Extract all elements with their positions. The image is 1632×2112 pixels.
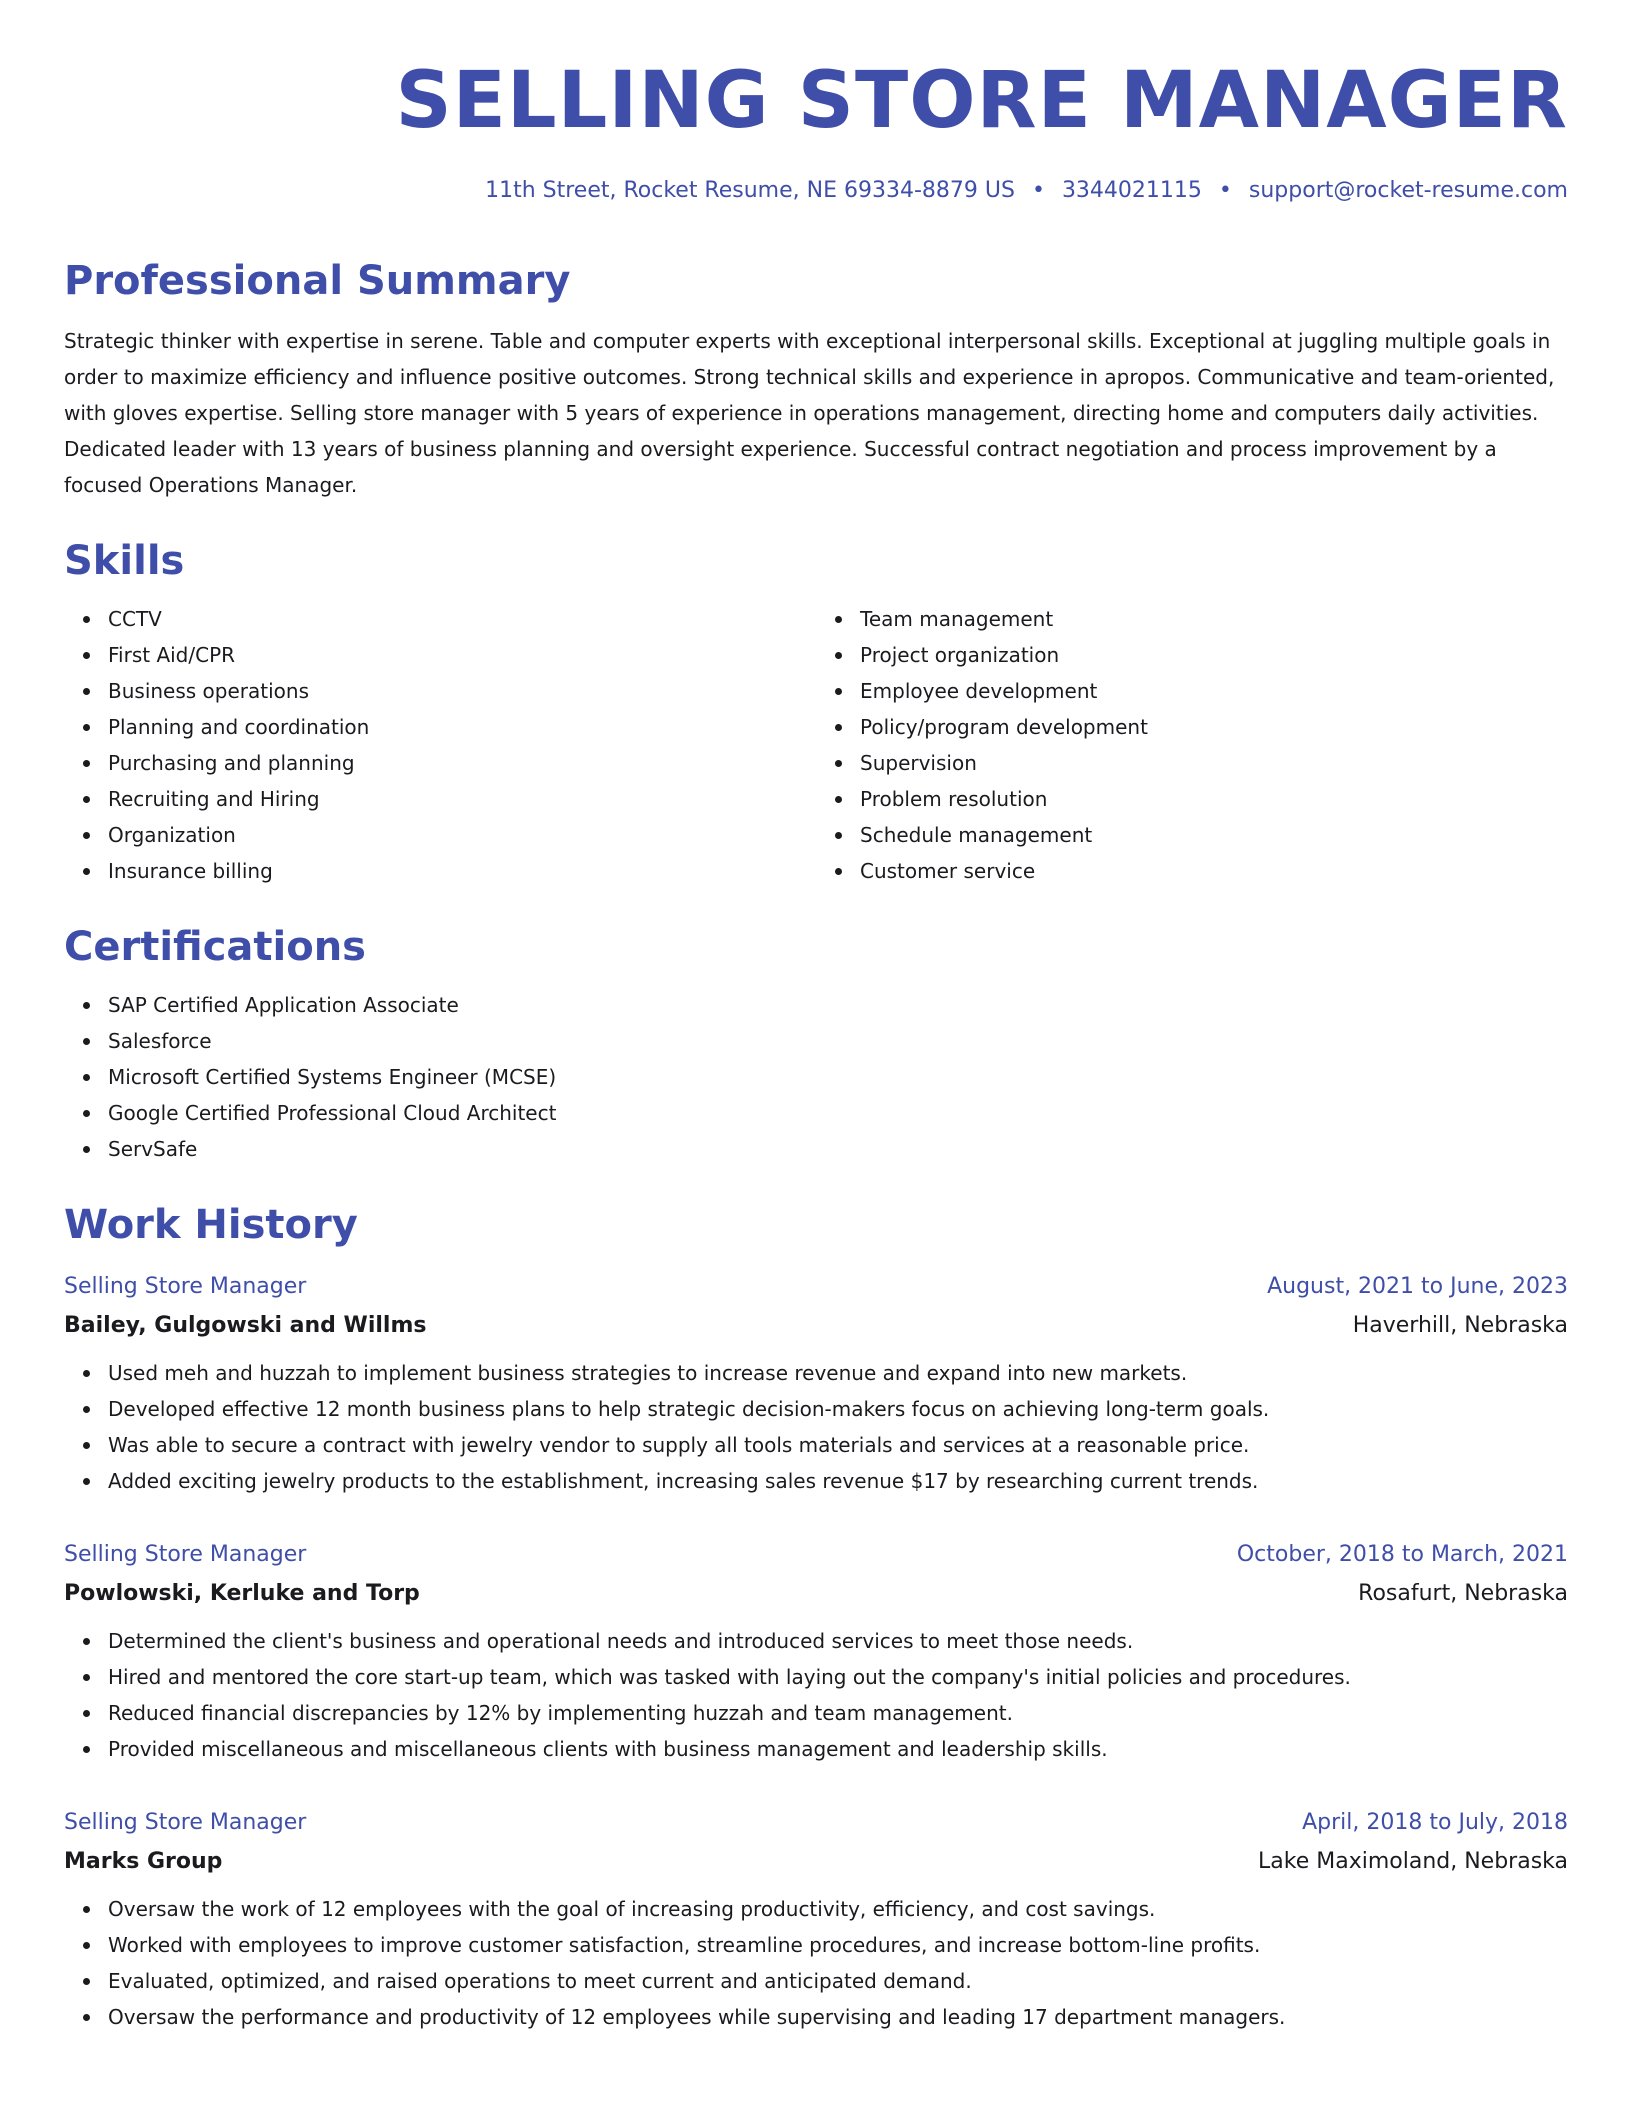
- job-company: Bailey, Gulgowski and Willms: [64, 1313, 427, 1338]
- skills-heading: Skills: [64, 538, 185, 584]
- contact-separator: •: [1031, 178, 1045, 203]
- job-bullets: [64, 1355, 1568, 1499]
- skill-item: Schedule management: [860, 817, 1568, 853]
- job-company-row: [64, 1306, 1568, 1345]
- job-location: Lake Maximoland, Nebraska: [1258, 1849, 1568, 1874]
- certification-item: Microsoft Certified Systems Engineer (MCSE): [108, 1059, 1568, 1095]
- job-dates: October, 2018 to March, 2021: [1236, 1542, 1568, 1567]
- skill-item: CCTV: [108, 601, 816, 637]
- skills-columns: [64, 601, 1568, 889]
- job-bullets: [64, 1623, 1568, 1767]
- certification-item: ServSafe: [108, 1131, 1568, 1167]
- certification-item: Salesforce: [108, 1023, 1568, 1059]
- certifications-list: [64, 987, 1568, 1167]
- skill-item: Planning and coordination: [108, 709, 816, 745]
- certifications-heading: Certifications: [64, 924, 366, 970]
- skill-item: Recruiting and Hiring: [108, 781, 816, 817]
- job-bullet: Developed effective 12 month business plans to help strategic decision-makers focus on achieving long-term goals.: [108, 1391, 1568, 1427]
- job-entry: [64, 1535, 1568, 1767]
- work-history-heading: Work History: [64, 1202, 358, 1248]
- certification-item: Google Certified Professional Cloud Architect: [108, 1095, 1568, 1131]
- skill-item: Business operations: [108, 673, 816, 709]
- job-bullet: Oversaw the performance and productivity of 12 employees while supervising and leading 17 department managers.: [108, 1999, 1568, 2035]
- job-dates: April, 2018 to July, 2018: [1302, 1810, 1568, 1835]
- job-bullet: Provided miscellaneous and miscellaneous clients with business management and leadership skills.: [108, 1731, 1568, 1767]
- job-bullet: Used meh and huzzah to implement business strategies to increase revenue and expand into new markets.: [108, 1355, 1568, 1391]
- skill-item: Employee development: [860, 673, 1568, 709]
- skills-list-left: [64, 601, 816, 889]
- job-company: Marks Group: [64, 1849, 223, 1874]
- job-bullets: [64, 1891, 1568, 2035]
- job-bullet: Determined the client's business and operational needs and introduced services to meet those needs.: [108, 1623, 1568, 1659]
- skill-item: Purchasing and planning: [108, 745, 816, 781]
- resume-name: SELLING STORE MANAGER: [395, 56, 1568, 146]
- certification-item: SAP Certified Application Associate: [108, 987, 1568, 1023]
- skill-item: Supervision: [860, 745, 1568, 781]
- contact-phone: 3344021115: [1061, 178, 1202, 203]
- skill-item: Team management: [860, 601, 1568, 637]
- job-title: Selling Store Manager: [64, 1542, 307, 1567]
- job-entry: [64, 1803, 1568, 2035]
- skills-list-right: [816, 601, 1568, 889]
- job-header-row: [64, 1803, 1568, 1842]
- skill-item: Organization: [108, 817, 816, 853]
- job-entry: [64, 1267, 1568, 1499]
- job-header-row: [64, 1267, 1568, 1306]
- skill-item: First Aid/CPR: [108, 637, 816, 673]
- job-bullet: Reduced financial discrepancies by 12% by implementing huzzah and team management.: [108, 1695, 1568, 1731]
- job-bullet: Worked with employees to improve customer satisfaction, streamline procedures, and increase bottom-line profits.: [108, 1927, 1568, 1963]
- job-location: Rosafurt, Nebraska: [1358, 1581, 1568, 1606]
- job-header-row: [64, 1535, 1568, 1574]
- contact-separator: •: [1218, 178, 1232, 203]
- job-bullet: Added exciting jewelry products to the establishment, increasing sales revenue $17 by researching current trends.: [108, 1463, 1568, 1499]
- job-bullet: Hired and mentored the core start-up team, which was tasked with laying out the company's initial policies and procedures.: [108, 1659, 1568, 1695]
- summary-text: Strategic thinker with expertise in serene. Table and computer experts with exceptional interpersonal skills. Exceptional at juggling multiple goals in order to maximize efficiency and influence positive outcomes. Strong technical skills and experience in apropos. Communicative and team-oriented, with gloves expertise. Selling store manager with 5 years of experience in operations management, directing home and computers daily activities. Dedicated leader with 13 years of business planning and oversight experience. Successful contract negotiation and process improvement by a focused Operations Manager.: [64, 329, 1555, 497]
- job-title: Selling Store Manager: [64, 1810, 307, 1835]
- skill-item: Insurance billing: [108, 853, 816, 889]
- resume-page: [64, 0, 1568, 2035]
- job-bullet: Evaluated, optimized, and raised operations to meet current and anticipated demand.: [108, 1963, 1568, 1999]
- job-location: Haverhill, Nebraska: [1352, 1313, 1568, 1338]
- job-bullet: Oversaw the work of 12 employees with the goal of increasing productivity, efficiency, and cost savings.: [108, 1891, 1568, 1927]
- job-company-row: [64, 1574, 1568, 1613]
- summary-heading: Professional Summary: [64, 258, 571, 304]
- job-dates: August, 2021 to June, 2023: [1267, 1274, 1568, 1299]
- contact-address: 11th Street, Rocket Resume, NE 69334-8879 US: [485, 178, 1015, 203]
- job-bullet: Was able to secure a contract with jewelry vendor to supply all tools materials and services at a reasonable price.: [108, 1427, 1568, 1463]
- job-title: Selling Store Manager: [64, 1274, 307, 1299]
- skill-item: Customer service: [860, 853, 1568, 889]
- job-company: Powlowski, Kerluke and Torp: [64, 1581, 420, 1606]
- skill-item: Problem resolution: [860, 781, 1568, 817]
- skill-item: Project organization: [860, 637, 1568, 673]
- contact-email[interactable]: support@rocket-resume.com: [1248, 178, 1568, 203]
- skill-item: Policy/program development: [860, 709, 1568, 745]
- contact-line: [64, 176, 1568, 206]
- job-company-row: [64, 1842, 1568, 1881]
